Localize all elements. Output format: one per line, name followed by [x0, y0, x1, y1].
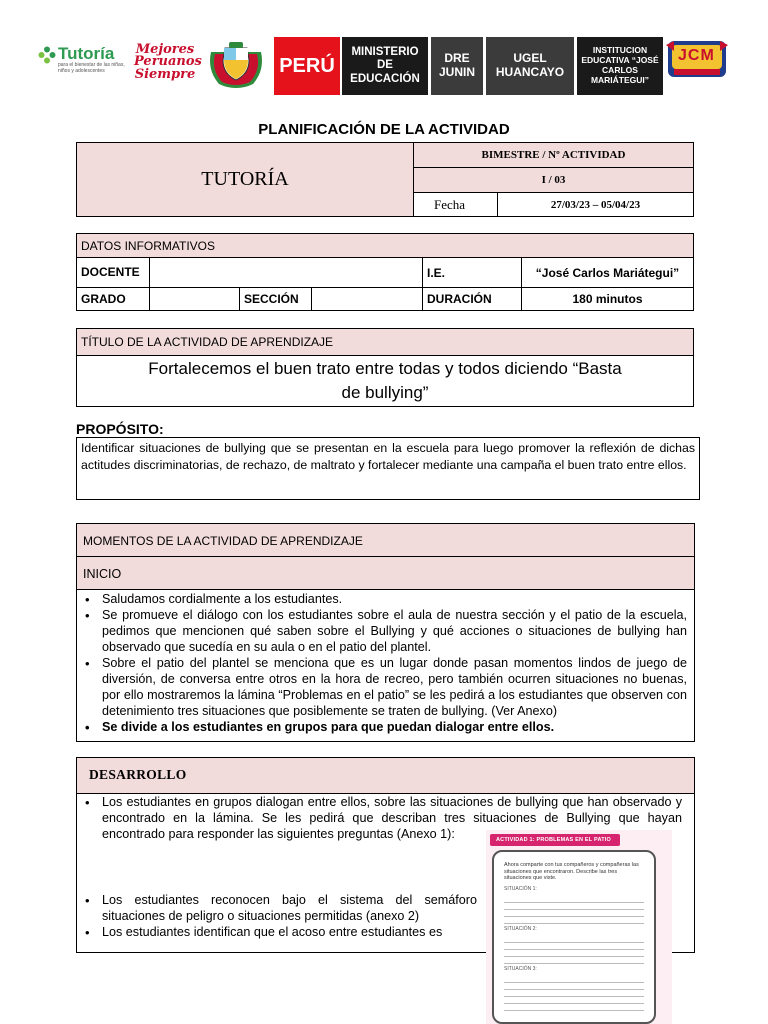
tutoria-flower-icon	[38, 46, 56, 64]
mejores-peruanos-logo: Mejores Peruanos Siempre	[134, 42, 202, 82]
titulo-text: Fortalecemos el buen trato entre todas y todos diciendo “Basta de bullying”	[77, 356, 694, 407]
docente-label: DOCENTE	[77, 258, 150, 288]
anexo-card-sheet	[492, 850, 656, 1024]
tutoria-logo-subtitle: para el bienestar de las niñas, niños y adolescentes	[58, 62, 125, 74]
seccion-label: SECCIÓN	[240, 288, 312, 311]
page-title: PLANIFICACIÓN DE LA ACTIVIDAD	[258, 121, 510, 138]
anexo-card-title: ACTIVIDAD 1: PROBLEMAS EN EL PATIO	[490, 834, 620, 846]
situacion-lines	[504, 936, 644, 966]
situacion-label: SITUACIÓN 2:	[504, 926, 537, 932]
situacion-lines	[504, 976, 644, 1012]
desarrollo-item: • Los estudiantes reconocen bajo el sistema del semáforo situaciones de peligro o situaciones permitidas (anexo 2)	[77, 892, 477, 924]
duracion-value: 180 minutos	[522, 288, 694, 311]
national-shield-icon	[205, 40, 267, 90]
inicio-header: INICIO	[76, 556, 695, 590]
dre-box: DRE JUNIN	[431, 37, 483, 95]
proposito-label: PROPÓSITO:	[76, 421, 164, 437]
situacion-label: SITUACIÓN 1:	[504, 886, 537, 892]
desarrollo-header: DESARROLLO	[76, 757, 695, 794]
fecha-label: Fecha	[414, 193, 498, 217]
ministerio-box: MINISTERIO DE EDUCACIÓN	[342, 37, 428, 95]
inicio-list	[77, 591, 687, 735]
datos-header: DATOS INFORMATIVOS	[77, 234, 694, 258]
desarrollo-item: • Los estudiantes en grupos dialogan entre ellos, sobre las situaciones de bullying que han observado y encontrado en la lámina. Se les pedirá que describan tres situaciones de Bullying que hayan encontrado para responder las siguientes preguntas (Anexo 1):	[77, 794, 682, 842]
jcm-school-logo	[666, 37, 728, 81]
area-cell	[77, 143, 414, 217]
duracion-label: DURACIÓN	[423, 288, 522, 311]
titulo-header: TÍTULO DE LA ACTIVIDAD DE APRENDIZAJE	[77, 329, 694, 356]
desarrollo-item: • Los estudiantes identifican que el acoso entre estudiantes es	[77, 924, 477, 940]
anexo-card-instructions: Ahora comparte con tus compañeros y compañeras las situaciones que encontraron. Describe las tres situaciones que viste.	[504, 862, 639, 881]
tutoria-logo	[38, 44, 130, 80]
ie-label: I.E.	[423, 258, 522, 288]
inicio-item: • Se promueve el diálogo con los estudiantes sobre el aula de nuestra sección y el patio de la escuela, pedimos que mencionen qué saben sobre el Bullying y qué acciones o situaciones de bullying han observado que sucedía en su aula o en el patio del plantel.	[77, 607, 687, 655]
bimestre-label: BIMESTRE / Nº ACTIVIDAD	[414, 143, 694, 168]
titulo-actividad-table	[76, 328, 694, 407]
institucion-box: INSTITUCION EDUCATIVA “JOSÉ CARLOS MARIÁTEGUI”	[577, 37, 663, 95]
docente-value	[150, 258, 423, 288]
inicio-item: • Se divide a los estudiantes en grupos para que puedan dialogar entre ellos.	[77, 719, 687, 735]
ugel-box: UGEL HUANCAYO	[486, 37, 574, 95]
peru-brand-box: PERÚ	[274, 37, 340, 95]
situacion-label: SITUACIÓN 3:	[504, 966, 537, 972]
bimestre-value: I / 03	[414, 168, 694, 193]
tutoria-logo-text: Tutoría	[58, 44, 115, 63]
inicio-body	[76, 589, 695, 742]
situacion-lines	[504, 896, 644, 926]
activity-header-table	[76, 142, 694, 217]
proposito-text: Identificar situaciones de bullying que se presentan en la escuela para luego promover la reflexión de dichas actitudes discriminatorias, de rechazo, de maltrato y fortalecer mediante una campaña el buen trato entre ellos.	[76, 437, 700, 500]
inicio-item: • Saludamos cordialmente a los estudiantes.	[77, 591, 687, 607]
momentos-header: MOMENTOS DE LA ACTIVIDAD DE APRENDIZAJE	[76, 523, 695, 557]
ie-value: “José Carlos Mariátegui”	[522, 258, 694, 288]
grado-value	[150, 288, 240, 311]
desarrollo-list-2	[77, 892, 477, 940]
fecha-value: 27/03/23 – 05/04/23	[498, 193, 694, 217]
seccion-value	[312, 288, 423, 311]
jcm-logo-text: JCM	[678, 47, 715, 64]
datos-informativos-table	[76, 233, 694, 311]
anexo-card	[486, 830, 672, 1024]
inicio-item: • Sobre el patio del plantel se menciona que es un lugar donde pasan momentos lindos de juego de diversión, de conversa entre otros en la hora de recreo, pero también ocurren situaciones no buenas, por ello mostraremos la lámina “Problemas en el patio” se les pedirá a los estudiantes que observen con detenimiento tres situaciones que posiblemente se traten de bullying. (Ver Anexo)	[77, 655, 687, 719]
grado-label: GRADO	[77, 288, 150, 311]
area-name: TUTORÍA	[201, 168, 289, 190]
